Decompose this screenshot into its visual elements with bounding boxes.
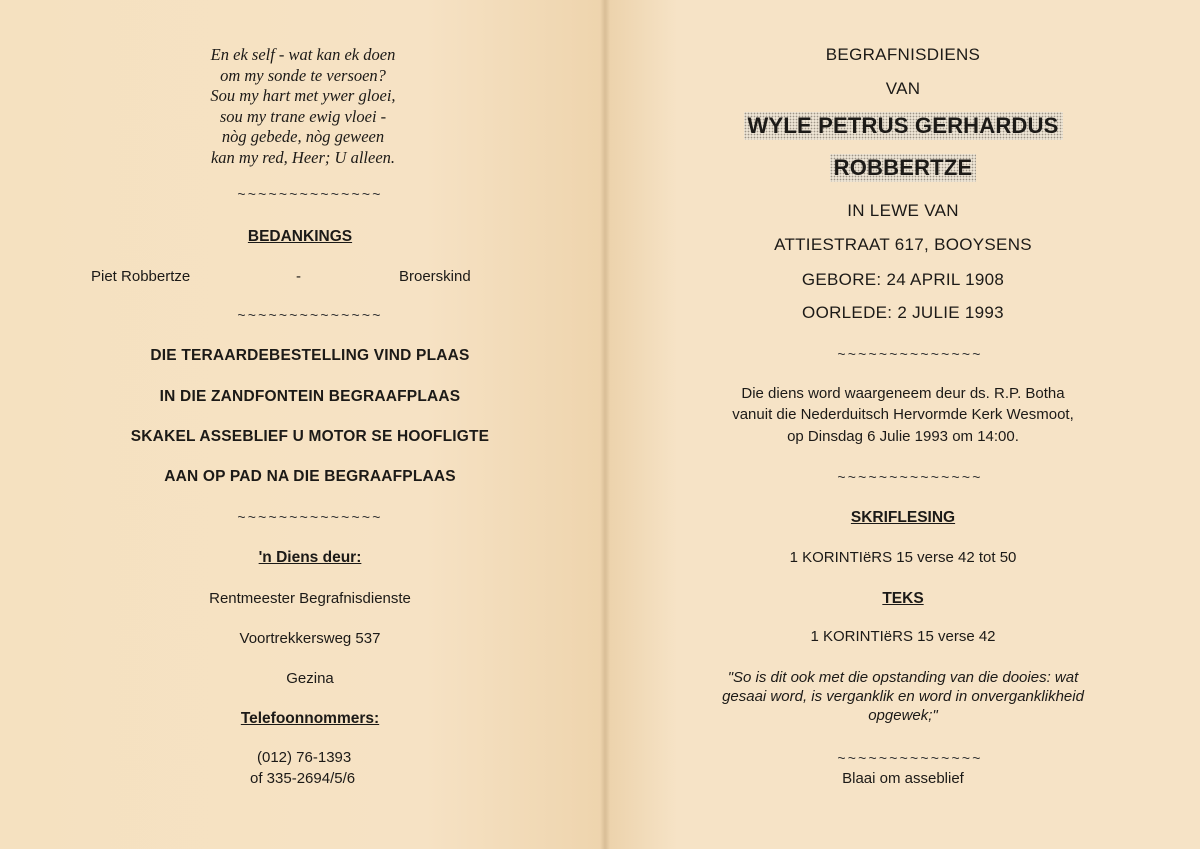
funeral-home-name: Rentmeester Begrafnisdienste xyxy=(209,590,411,607)
divider: ~~~~~~~~~~~~~~ xyxy=(237,186,383,202)
page-title: BEGRAFNISDIENS xyxy=(825,45,981,64)
poem-line: En ek self - wat kan ek doen xyxy=(210,45,396,64)
deceased-name-line1 xyxy=(606,112,1200,140)
divider: ~~~~~~~~~~~~~~ xyxy=(237,307,383,323)
funeral-home-suburb: Gezina xyxy=(286,670,334,687)
skriflesing-heading: SKRIFLESING xyxy=(850,509,956,526)
in-lewe-van: IN LEWE VAN xyxy=(847,201,959,220)
deceased-given-names: WYLE PETRUS GERHARDUS xyxy=(744,112,1063,140)
thanks-dash: - xyxy=(296,268,301,285)
bedankings-heading: BEDANKINGS xyxy=(247,228,353,245)
phone-heading: Telefoonnommers: xyxy=(240,710,380,727)
burial-notice-line: AAN OP PAD NA DIE BEGRAAFPLAAS xyxy=(164,468,456,485)
service-line: Die diens word waargeneem deur ds. R.P. Botha xyxy=(741,385,1065,402)
quote-line: "So is dit ook met die opstanding van die dooies: wat xyxy=(727,669,1079,686)
poem-line: Sou my hart met ywer gloei, xyxy=(210,86,396,105)
poem xyxy=(0,45,606,168)
van-label: VAN xyxy=(885,79,921,98)
birth-date: GEBORE: 24 APRIL 1908 xyxy=(801,270,1005,289)
teks-heading: TEKS xyxy=(882,590,924,607)
phone-number: of 335-2694/5/6 xyxy=(250,770,356,787)
thanks-relation: Broerskind xyxy=(399,268,471,285)
quote-line: gesaai word, is verganklik en word in onverganklikheid xyxy=(722,688,1084,705)
quote-line: opgewek;" xyxy=(868,707,938,724)
deceased-surname: ROBBERTZE xyxy=(830,154,977,182)
burial-notice-line: DIE TERAARDEBESTELLING VIND PLAAS xyxy=(150,347,470,364)
phone-number: (012) 76-1393 xyxy=(257,749,352,766)
footer-note: Blaai om asseblief xyxy=(842,770,964,787)
burial-notice-line: IN DIE ZANDFONTEIN BEGRAAFPLAAS xyxy=(159,388,461,405)
funeral-home-street: Voortrekkersweg 537 xyxy=(239,630,381,647)
divider: ~~~~~~~~~~~~~~ xyxy=(837,750,983,766)
teks-reference: 1 KORINTIëRS 15 verse 42 xyxy=(810,628,996,645)
service-line: op Dinsdag 6 Julie 1993 om 14:00. xyxy=(787,428,1019,445)
thanks-name: Piet Robbertze xyxy=(91,268,191,285)
deceased-name-line2 xyxy=(606,154,1200,182)
divider: ~~~~~~~~~~~~~~ xyxy=(837,346,983,362)
poem-line: kan my red, Heer; U alleen. xyxy=(210,147,396,167)
service-by-heading: 'n Diens deur: xyxy=(258,549,362,566)
divider: ~~~~~~~~~~~~~~ xyxy=(237,509,383,525)
address: ATTIESTRAAT 617, BOOYSENS xyxy=(774,235,1032,254)
scripture-quote xyxy=(606,668,1200,725)
poem-line: sou my trane ewig vloei - xyxy=(219,106,387,126)
divider: ~~~~~~~~~~~~~~ xyxy=(837,469,983,485)
poem-line: nòg gebede, nòg geween xyxy=(221,127,385,146)
poem-line: om my sonde te versoen? xyxy=(220,65,386,85)
service-line: vanuit die Nederduitsch Hervormde Kerk Wesmoot, xyxy=(732,406,1074,423)
skriflesing-reference: 1 KORINTIëRS 15 verse 42 tot 50 xyxy=(789,549,1017,566)
burial-notice-line: SKAKEL ASSEBLIEF U MOTOR SE HOOFLIGTE xyxy=(130,428,490,445)
death-date: OORLEDE: 2 JULIE 1993 xyxy=(802,303,1004,322)
